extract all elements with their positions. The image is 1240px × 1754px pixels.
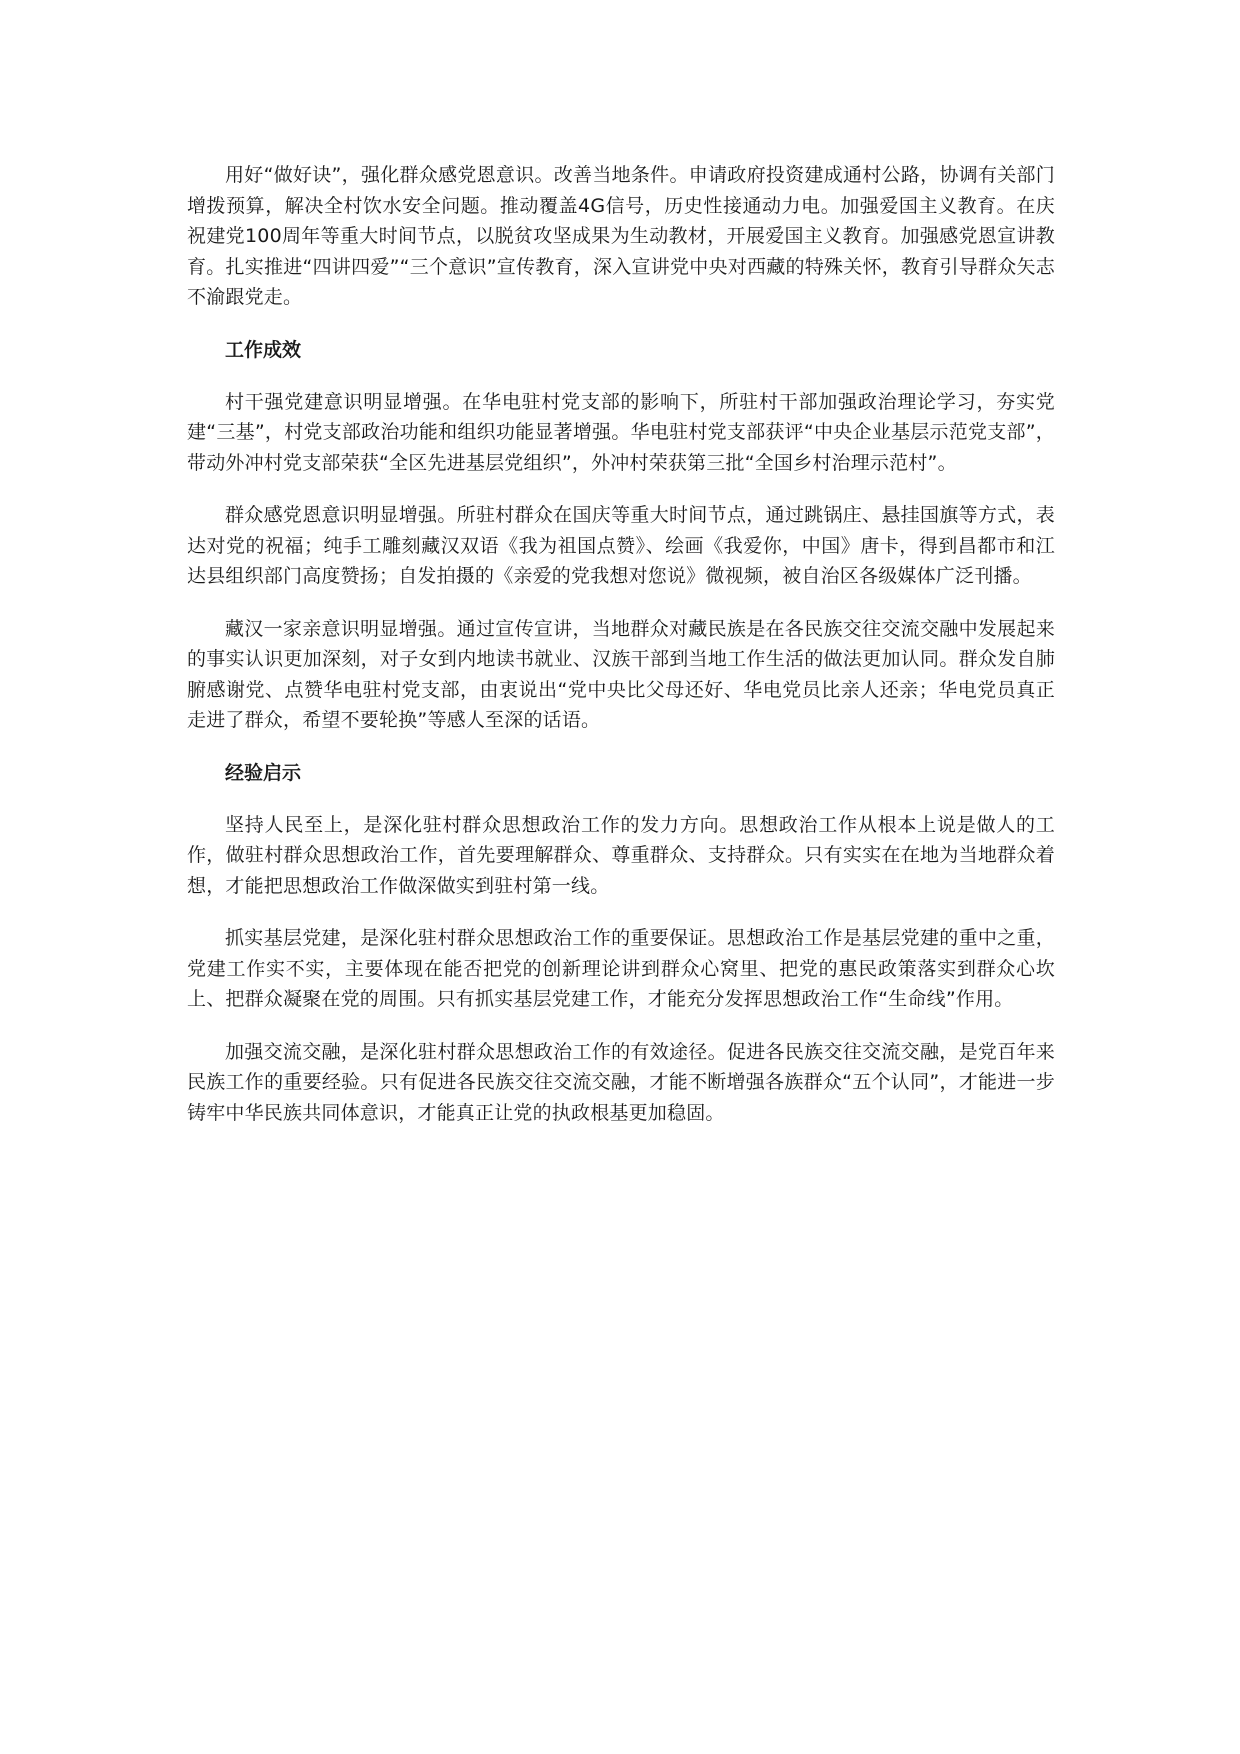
section-heading-results: 工作成效 [225, 338, 302, 361]
lessons-paragraph-1: 坚持人民至上，是深化驻村群众思想政治工作的发力方向。思想政治工作从根本上说是做人的工作，做驻村群众思想政治工作，首先要理解群众、尊重群众、支持群众。只有实实在在地为当地群众着想，才能把思想政治工作做深做实到驻村第一线。 [187, 813, 1055, 897]
lessons-paragraph-2: 抓实基层党建，是深化驻村群众思想政治工作的重要保证。思想政治工作是基层党建的重中之重，党建工作实不实，主要体现在能否把党的创新理论讲到群众心窝里、把党的惠民政策落实到群众心坎上、把群众凝聚在党的周围。只有抓实基层党建工作，才能充分发挥思想政治工作“生命线”作用。 [187, 927, 1055, 1010]
section-heading-lessons: 经验启示 [225, 761, 302, 784]
results-paragraph-1: 村干强党建意识明显增强。在华电驻村党支部的影响下，所驻村干部加强政治理论学习，夯实党建“三基”，村党支部政治功能和组织功能显著增强。华电驻村党支部获评“中央企业基层示范党支部”，带动外冲村党支部荣获“全区先进基层党组织”，外冲村荣获第三批“全国乡村治理示范村”。 [187, 390, 1055, 474]
lessons-paragraph-3: 加强交流交融，是深化驻村群众思想政治工作的有效途径。促进各民族交往交流交融，是党百年来民族工作的重要经验。只有促进各民族交往交流交融，才能不断增强各族群众“五个认同”，才能进一步铸牢中华民族共同体意识，才能真正让党的执政根基更加稳固。 [187, 1040, 1055, 1124]
document-page [187, 160, 1055, 1128]
results-paragraph-3: 藏汉一家亲意识明显增强。通过宣传宣讲，当地群众对藏民族是在各民族交往交流交融中发展起来的事实认识更加深刻，对子女到内地读书就业、汉族干部到当地工作生活的做法更加认同。群众发自肺腑感谢党、点赞华电驻村党支部，由衷说出“党中央比父母还好、华电党员比亲人还亲；华电党员真正走进了群众，希望不要轮换”等感人至深的话语。 [187, 617, 1055, 731]
results-paragraph-2: 群众感党恩意识明显增强。所驻村群众在国庆等重大时间节点，通过跳锅庄、悬挂国旗等方式，表达对党的祝福；纯手工雕刻藏汉双语《我为祖国点赞》、绘画《我爱你，中国》唐卡，得到昌都市和江达县组织部门高度赞扬；自发拍摄的《亲爱的党我想对您说》微视频，被自治区各级媒体广泛刊播。 [187, 504, 1055, 587]
intro-paragraph: 用好“做好诀”，强化群众感党恩意识。改善当地条件。申请政府投资建成通村公路，协调有关部门增拨预算，解决全村饮水安全问题。推动覆盖4G信号，历史性接通动力电。加强爱国主义教育。在庆祝建党100周年等重大时间节点，以脱贫攻坚成果为生动教材，开展爱国主义教育。加强感党恩宣讲教育。扎实推进“四讲四爱”“三个意识”宣传教育，深入宣讲党中央对西藏的特殊关怀，教育引导群众矢志不渝跟党走。 [187, 164, 1055, 308]
